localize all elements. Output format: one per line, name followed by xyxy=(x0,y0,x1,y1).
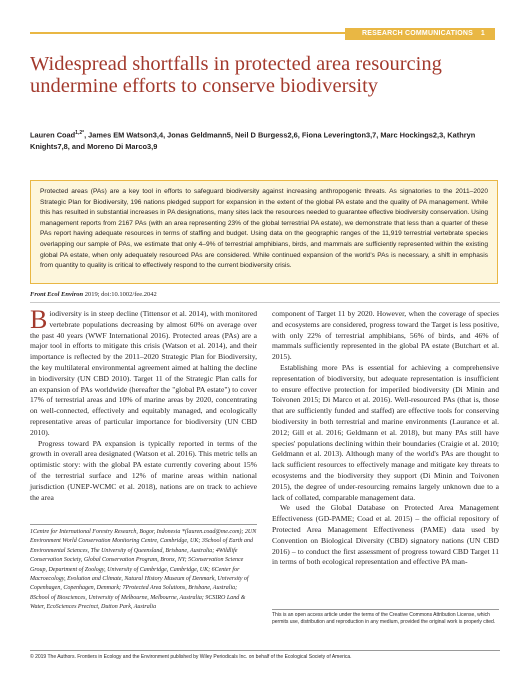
body-paragraph: component of Target 11 by 2020. However, when the coverage of species and ecosystems are considered, progress toward the Target is less positive, with only 22% of terrestrial amphibians, 56% of birds, and 46% of mammals sufficiently represented in the global PA estate (Butchart et al. 2015). xyxy=(272,309,499,362)
footnote-rule xyxy=(30,524,257,525)
affiliations-footnote: 1Centre for International Forestry Research, Bogor, Indonesia *(lauren.coad@me.com); 2UN Environment World Conservation Monitoring Centre, Cambridge, UK; 3School of Earth and Environmental Sciences, The University of Queensland, Brisbane, Australia; 4Wildlife Conservation Society, Global Conservation Program, Bronx, NY; 5Conservation Science Group, Department of Zoology, University of Cambridge, Cambridge, UK; 6Center for Macroecology, Evolution and Climate, Natural History Museum of Denmark, University of Copenhagen, Copenhagen, Denmark; 7Protected Area Solutions, Brisbane, Australia; 8School of Biosciences, University of Melbourne, Melbourne, Australia; 9CSIRO Land & Water, EcoSciences Precinct, Dutton Park, Australia xyxy=(30,529,257,611)
paragraph-text: iodiversity is in steep decline (Tittensor et al. 2014), with monitored vertebrate populations decreasing by almost 60% on average over the past 40 years (WWF International 2016). Protected areas (PAs) are a major tool in efforts to mitigate this crisis (Watson et al. 2014), and their importance is reflected by the 2011–2020 Strategic Plan for Biodiversity, the key multilateral environmental agreement aimed at halting the decline in biodiversity (UN CBD 2010). Target 11 of the Strategic Plan calls for an expansion of PAs worldwide (hereafter the "global PA estate") to cover 17% of terrestrial areas and 10% of marine areas by 2020, concentrating on well-connected, effectively and equitably managed, and ecologically representative areas of particular importance for biodiversity (UN CBD 2010). xyxy=(30,309,257,437)
article-title: Widespread shortfalls in protected area resourcing undermine efforts to conserve biodiversity xyxy=(30,53,442,97)
journal-name: Front Ecol Environ xyxy=(30,291,84,298)
copyright-line: © 2019 The Authors. Frontiers in Ecology and the Environment published by Wiley Periodicals Inc. on behalf of the Ecological Society of America. xyxy=(30,654,352,660)
section-label: RESEARCH COMMUNICATIONS xyxy=(361,30,473,37)
other-authors: , James EM Watson3,4, Jonas Geldmann5, Neil D Burgess2,6, Fiona Leverington3,7, Marc Hockings2,3, Kathryn Knights7,8, and Moreno Di Marco3,9 xyxy=(30,130,476,151)
first-author: Lauren Coad xyxy=(30,130,76,140)
header-rule xyxy=(30,32,350,34)
body-paragraph: Establishing more PAs is essential for achieving a comprehensive representation of biodiversity, but adequate representation is insufficient to ensure effective protection for imperiled biodiversity (Di Minin and Toivonen 2015; Di Marco et al. 2016). Well-resourced PAs (that is, those that are sufficiently funded and staffed) are effective tools for conserving biodiversity in both terrestrial and marine environments (Laurance et al. 2012; Gill et al. 2016; Geldmann et al. 2018), but many PAs still have species' populations declining within their boundaries (Craigie et al. 2010; Geldmann et al. 2013). Although many of the world's PAs are thought to lack sufficient resources to effectively manage and mitigate key threats to ecosystems and the biodiversity they support (Di Minin and Toivonen 2015), the degree of under-resourcing remains largely unknown due to a lack of collated, comparable management data. xyxy=(272,362,499,502)
body-column-right xyxy=(272,309,499,568)
citation-line xyxy=(30,291,157,298)
footer-rule xyxy=(30,650,500,651)
section-band xyxy=(345,28,495,40)
page-number: 1 xyxy=(480,30,485,37)
first-author-affiliation: 1,2* xyxy=(75,130,85,136)
body-paragraph: We used the Global Database on Protected Area Management Effectiveness (GD-PAME; Coad et al. 2015) – the official repository of Protected Area Management Effectiveness (PAME) data used by Convention on Biological Diversity (CBD) signatory nations (UN CBD 2016) – to conduct the first assessment of progress toward CBD Target 11 in terms of both ecological representation and effective PA man- xyxy=(272,503,499,567)
body-paragraph: Progress toward PA expansion is typically reported in terms of the growth in overall area designated (Watson et al. 2016). This metric tells an optimistic story: with the global PA estate currently covering about 15% of the terrestrial surface and 12% of marine areas within national jurisdiction (UNEP-WCMC et al. 2018), nations are on track to achieve the area xyxy=(30,438,257,502)
body-column-left xyxy=(30,305,257,503)
citation-doi: 2019; doi:10.1002/fee.2042 xyxy=(83,291,157,298)
license-rule xyxy=(272,609,499,610)
open-access-note: This is an open access article under the terms of the Creative Commons Attribution License, which permits use, distribution and reproduction in any medium, provided the original work is properly cited. xyxy=(272,612,496,625)
running-header xyxy=(0,28,530,40)
citation-rule xyxy=(30,302,500,303)
abstract-box: Protected areas (PAs) are a key tool in efforts to safeguard biodiversity against increasing anthropogenic threats. As signatories to the 2011–2020 Strategic Plan for Biodiversity, 196 nations pledged support for expansion in the extent of the global PA estate and the quality of PA management. While this has resulted in substantial increases in PA designations, many sites lack the resources needed to guarantee effective biodiversity conservation. Using management reports from 2167 PAs (with an area representing 23% of the global terrestrial PA estate), we demonstrate that less than a quarter of these PAs report having adequate resources in terms of staffing and budget. Using data on the geographic ranges of the 11,919 terrestrial vertebrate species overlapping our sample of PAs, we estimate that only 4–9% of terrestrial amphibians, birds, and mammals are sufficiently represented within the existing global PA estate, when only adequately resourced PAs are considered. While continued expansion of the world's PAs is necessary, a shift in emphasis from quantity to quality is critical to effectively respond to the current biodiversity crisis. xyxy=(30,180,498,284)
author-list xyxy=(30,128,500,152)
body-paragraph xyxy=(30,305,257,439)
drop-cap: B xyxy=(30,305,48,334)
